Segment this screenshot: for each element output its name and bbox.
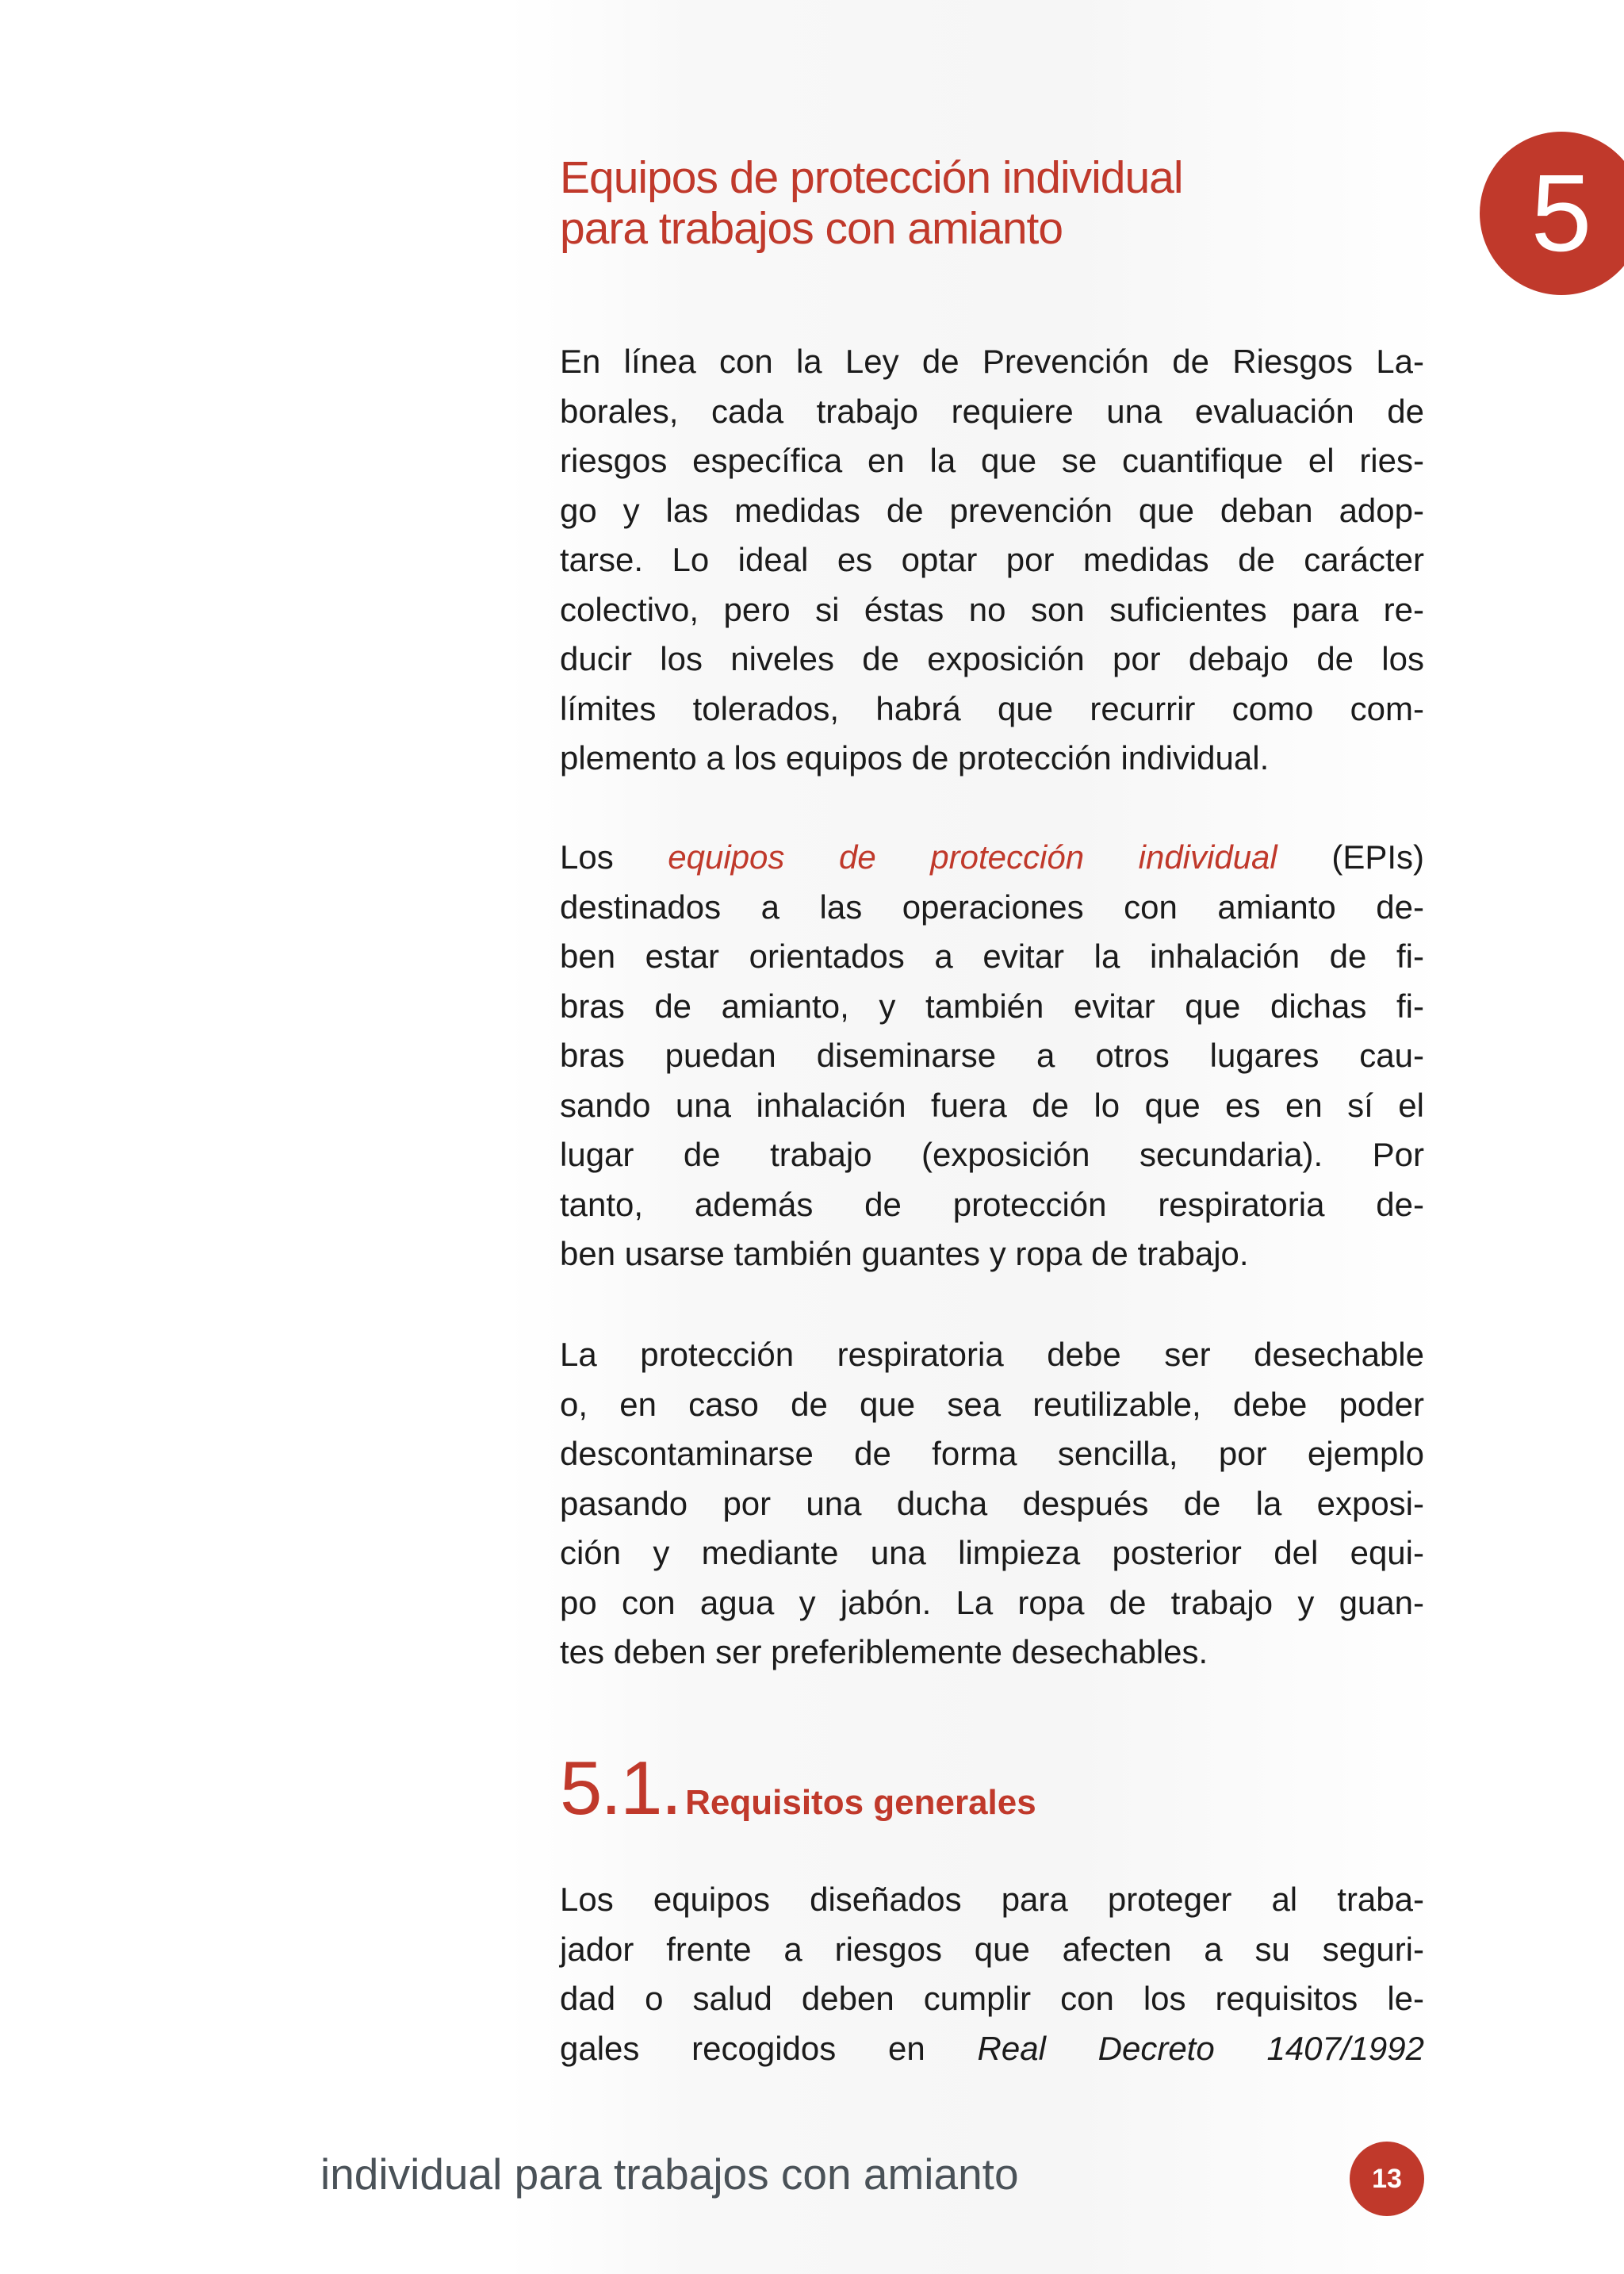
text-line: o, en caso de que sea reutilizable, debe poder <box>560 1385 1424 1423</box>
text-line: jador frente a riesgos que afecten a su seguri- <box>560 1930 1424 1968</box>
paragraph-requirements <box>560 1875 1424 2073</box>
text-run: Los <box>560 838 614 876</box>
text-line: po con agua y jabón. La ropa de trabajo y guan- <box>560 1583 1424 1621</box>
text-line: ción y mediante una limpieza posterior del equi- <box>560 1534 1424 1571</box>
highlighted-term: equipos de protección individual <box>668 838 1277 876</box>
text-run: (EPIs) <box>1331 838 1424 876</box>
text-line <box>560 833 1424 883</box>
chapter-title <box>560 152 1432 254</box>
text-line <box>560 2024 1424 2074</box>
text-run: gales recogidos en <box>560 2029 925 2067</box>
paragraph-intro <box>560 337 1424 784</box>
chapter-title-line: para trabajos con amianto <box>560 203 1063 254</box>
paragraph-respiratory <box>560 1330 1424 1678</box>
chapter-title-line: Equipos de protección individual <box>560 152 1183 203</box>
text-line: borales, cada trabajo requiere una evaluación de <box>560 392 1424 430</box>
text-line: colectivo, pero si éstas no son suficientes para re- <box>560 590 1424 628</box>
text-line: dad o salud deben cumplir con los requisitos le- <box>560 1980 1424 2017</box>
page-number: 13 <box>1372 2164 1402 2194</box>
text-line: ben usarse también guantes y ropa de trabajo. <box>560 1235 1249 1272</box>
text-line: go y las medidas de prevención que deban adop- <box>560 491 1424 529</box>
text-line: tarse. Lo ideal es optar por medidas de carácter <box>560 541 1424 578</box>
text-line: riesgos específica en la que se cuantifique el ries- <box>560 442 1424 479</box>
section-title: Requisitos generales <box>685 1783 1036 1822</box>
text-line: tanto, además de protección respiratoria de- <box>560 1185 1424 1223</box>
section-heading <box>560 1745 1432 1832</box>
paragraph-epis <box>560 833 1424 1279</box>
text-line: sando una inhalación fuera de lo que es en sí el <box>560 1086 1424 1124</box>
page-number-badge <box>1350 2142 1424 2216</box>
text-line: ducir los niveles de exposición por debajo de los <box>560 640 1424 677</box>
text-line: bras puedan diseminarse a otros lugares cau- <box>560 1037 1424 1074</box>
text-line: ben estar orientados a evitar la inhalación de fi- <box>560 938 1424 975</box>
text-line: destinados a las operaciones con amianto de- <box>560 888 1424 926</box>
text-line: pasando por una ducha después de la exposi- <box>560 1484 1424 1522</box>
chapter-number: 5 <box>1530 152 1592 274</box>
text-line: Los equipos diseñados para proteger al traba- <box>560 1881 1424 1918</box>
running-footer: individual para trabajos con amianto <box>320 2149 1019 2199</box>
text-line: plemento a los equipos de protección individual. <box>560 739 1270 777</box>
text-line: La protección respiratoria debe ser desechable <box>560 1336 1424 1373</box>
chapter-number-badge <box>1480 132 1624 295</box>
decree-reference: Real Decreto 1407/1992 <box>977 2029 1424 2067</box>
text-line: límites tolerados, habrá que recurrir como com- <box>560 689 1424 727</box>
text-line: descontaminarse de forma sencilla, por ejemplo <box>560 1435 1424 1472</box>
text-line: lugar de trabajo (exposición secundaria). Por <box>560 1136 1424 1173</box>
text-line: bras de amianto, y también evitar que dichas fi- <box>560 987 1424 1025</box>
text-line: tes deben ser preferiblemente desechables. <box>560 1633 1208 1670</box>
text-line: En línea con la Ley de Prevención de Riesgos La- <box>560 343 1424 380</box>
section-number: 5.1. <box>560 1746 681 1831</box>
